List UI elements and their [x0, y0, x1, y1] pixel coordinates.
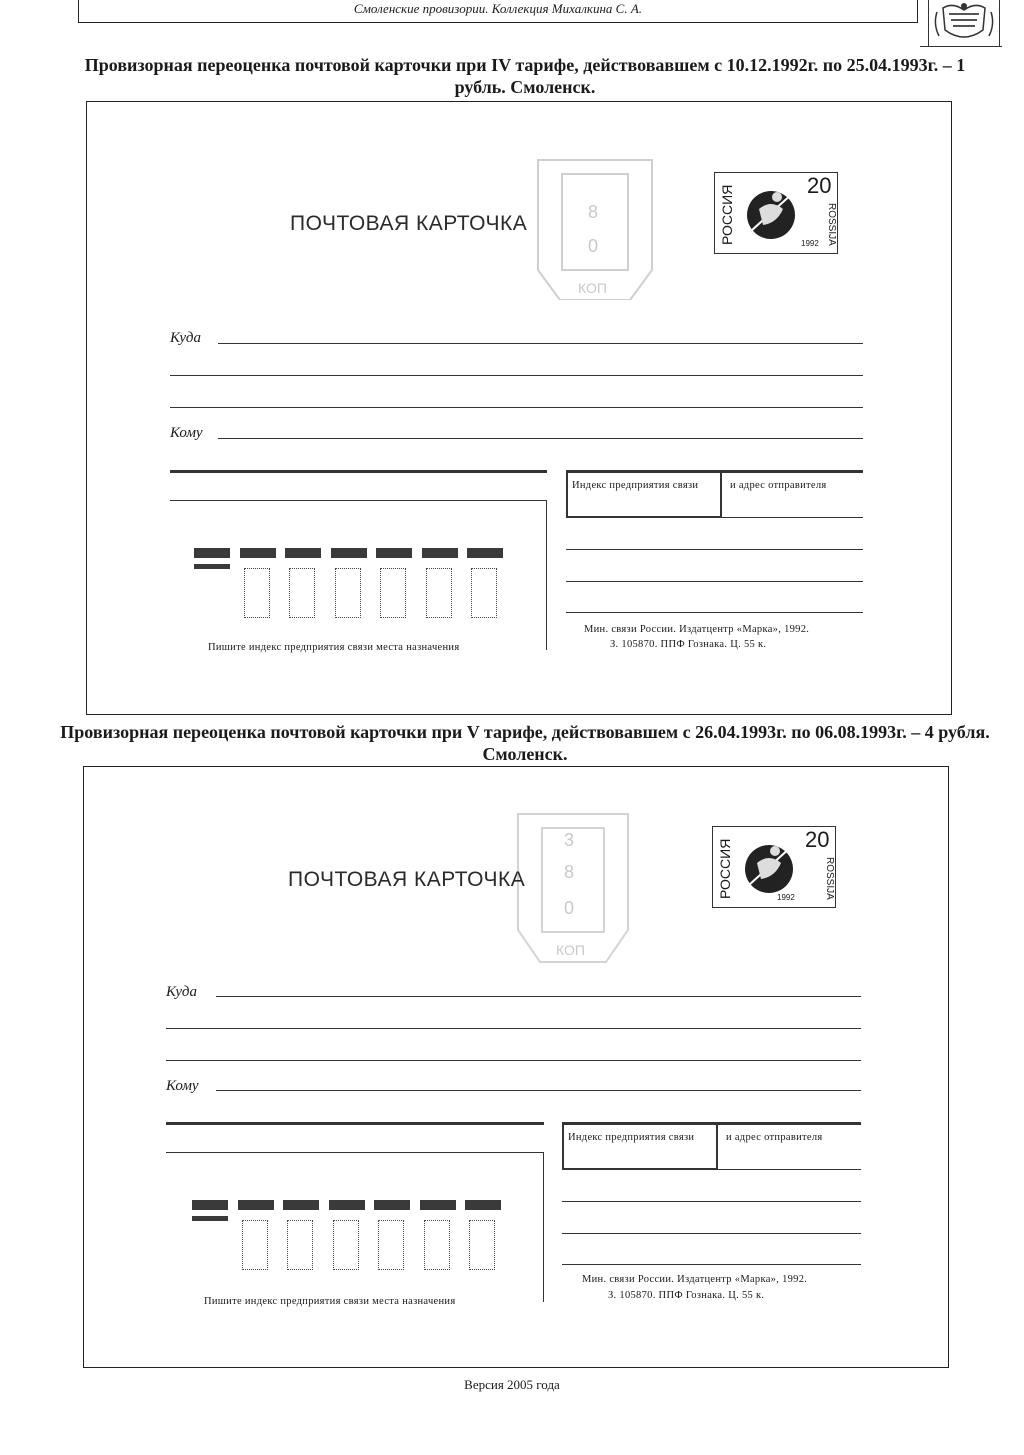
- address-line: [218, 343, 863, 344]
- index-bar: [329, 1200, 365, 1210]
- to-label: Куда: [166, 984, 198, 1000]
- index-bar: [192, 1200, 228, 1210]
- crest-icon: [928, 0, 1000, 47]
- imprint-line-2: З. 105870. ППФ Гознака. Ц. 55 к.: [610, 639, 767, 650]
- stamp-value: 20: [807, 173, 832, 198]
- index-cell: [378, 1220, 404, 1270]
- postcard-1: [140, 140, 870, 660]
- address-line: [170, 375, 863, 376]
- sender-line: [722, 517, 863, 518]
- whom-label: Кому: [170, 425, 203, 441]
- stamp-country: РОССИЯ: [717, 838, 733, 899]
- header-rule: [920, 46, 1002, 47]
- surcharge-value-top: 3: [564, 830, 575, 850]
- index-bar: [467, 548, 503, 558]
- stamp-country-latin: ROSSIJA: [824, 857, 835, 900]
- card-heading: ПОЧТОВАЯ КАРТОЧКА: [290, 212, 528, 235]
- sender-index-box: [562, 1122, 718, 1170]
- sender-label: и адрес отправителя: [730, 480, 827, 491]
- surcharge-value-bottom: 0: [588, 236, 599, 256]
- index-bar: [420, 1200, 456, 1210]
- sender-line: [566, 549, 863, 550]
- imprint-line-1: Мин. связи России. Издатцентр «Марка», 1992.: [584, 624, 810, 635]
- index-bar: [465, 1200, 501, 1210]
- address-line: [216, 996, 861, 997]
- index-bar: [331, 548, 367, 558]
- index-cell: [469, 1220, 495, 1270]
- sender-line: [566, 612, 863, 613]
- divider-line: [166, 1152, 544, 1153]
- surcharge-overprint: [520, 150, 670, 300]
- divider-vertical: [546, 500, 547, 650]
- to-label: Куда: [170, 330, 202, 346]
- address-line: [216, 1090, 861, 1091]
- st-george-icon: [737, 179, 807, 249]
- collection-caption: Смоленские провизории. Коллекция Михалкина С. А.: [353, 1, 643, 16]
- index-cell: [471, 568, 497, 618]
- index-cell: [426, 568, 452, 618]
- section-title-1: Провизорная переоценка почтовой карточки при IV тарифе, действовавшем с 10.12.1992г. по 25.04.1993г. – 1 рубль. Смоленск.: [84, 55, 966, 97]
- postage-stamp: [714, 172, 838, 254]
- index-bar: [192, 1216, 228, 1221]
- index-bar: [376, 548, 412, 558]
- version-footer: Версия 2005 года: [464, 1377, 560, 1392]
- divider-thick: [170, 470, 547, 473]
- index-hint: Пишите индекс предприятия связи места назначения: [204, 1296, 456, 1307]
- stamp-year: 1992: [801, 239, 819, 248]
- index-bar: [194, 548, 230, 558]
- surcharge-value-mid: 8: [564, 862, 575, 882]
- divider-thick: [166, 1122, 544, 1125]
- sender-line: [562, 1201, 861, 1202]
- index-cell: [242, 1220, 268, 1270]
- stamp-year: 1992: [777, 893, 795, 902]
- stamp-country: РОССИЯ: [719, 184, 735, 245]
- divider-vertical: [543, 1152, 544, 1302]
- index-box-label: Индекс предприятия связи: [568, 1132, 695, 1143]
- index-cell: [335, 568, 361, 618]
- index-bar: [285, 548, 321, 558]
- index-cell: [289, 568, 315, 618]
- index-bar: [240, 548, 276, 558]
- surcharge-unit: КОП: [556, 942, 585, 958]
- index-cell: [287, 1220, 313, 1270]
- index-cell: [244, 568, 270, 618]
- stamp-value: 20: [805, 827, 830, 852]
- index-box-label: Индекс предприятия связи: [572, 480, 699, 491]
- index-bar: [374, 1200, 410, 1210]
- address-line: [166, 1060, 861, 1061]
- sender-line: [718, 1169, 861, 1170]
- surcharge-value-bottom: 0: [564, 898, 575, 918]
- index-bar: [283, 1200, 319, 1210]
- stamp-country-latin: ROSSIJA: [826, 203, 837, 246]
- index-bar: [194, 564, 230, 569]
- section-title-2: Провизорная переоценка почтовой карточки при V тарифе, действовавшем с 26.04.1993г. по 06.08.1993г. – 4 рубля. Смоленск.: [60, 722, 990, 764]
- sender-line: [562, 1264, 861, 1265]
- whom-label: Кому: [166, 1078, 199, 1094]
- sender-index-box: [566, 470, 722, 518]
- imprint-line-2: З. 105870. ППФ Гознака. Ц. 55 к.: [608, 1290, 765, 1301]
- postcard-2: [138, 796, 868, 1316]
- sender-label: и адрес отправителя: [726, 1132, 823, 1143]
- surcharge-unit: КОП: [578, 280, 607, 296]
- index-cell: [380, 568, 406, 618]
- index-cell: [333, 1220, 359, 1270]
- surcharge-value-top: 8: [588, 202, 599, 222]
- address-line: [218, 438, 863, 439]
- address-line: [170, 407, 863, 408]
- index-bar: [422, 548, 458, 558]
- sender-top-rule: [566, 470, 863, 473]
- index-bar: [238, 1200, 274, 1210]
- sender-line: [562, 1233, 861, 1234]
- card-heading: ПОЧТОВАЯ КАРТОЧКА: [288, 868, 526, 891]
- index-cell: [424, 1220, 450, 1270]
- postage-stamp: [712, 826, 836, 908]
- imprint-line-1: Мин. связи России. Издатцентр «Марка», 1992.: [582, 1274, 808, 1285]
- index-hint: Пишите индекс предприятия связи места назначения: [208, 642, 460, 653]
- address-line: [166, 1028, 861, 1029]
- sender-line: [566, 581, 863, 582]
- sender-top-rule: [562, 1122, 861, 1125]
- divider-line: [170, 500, 547, 501]
